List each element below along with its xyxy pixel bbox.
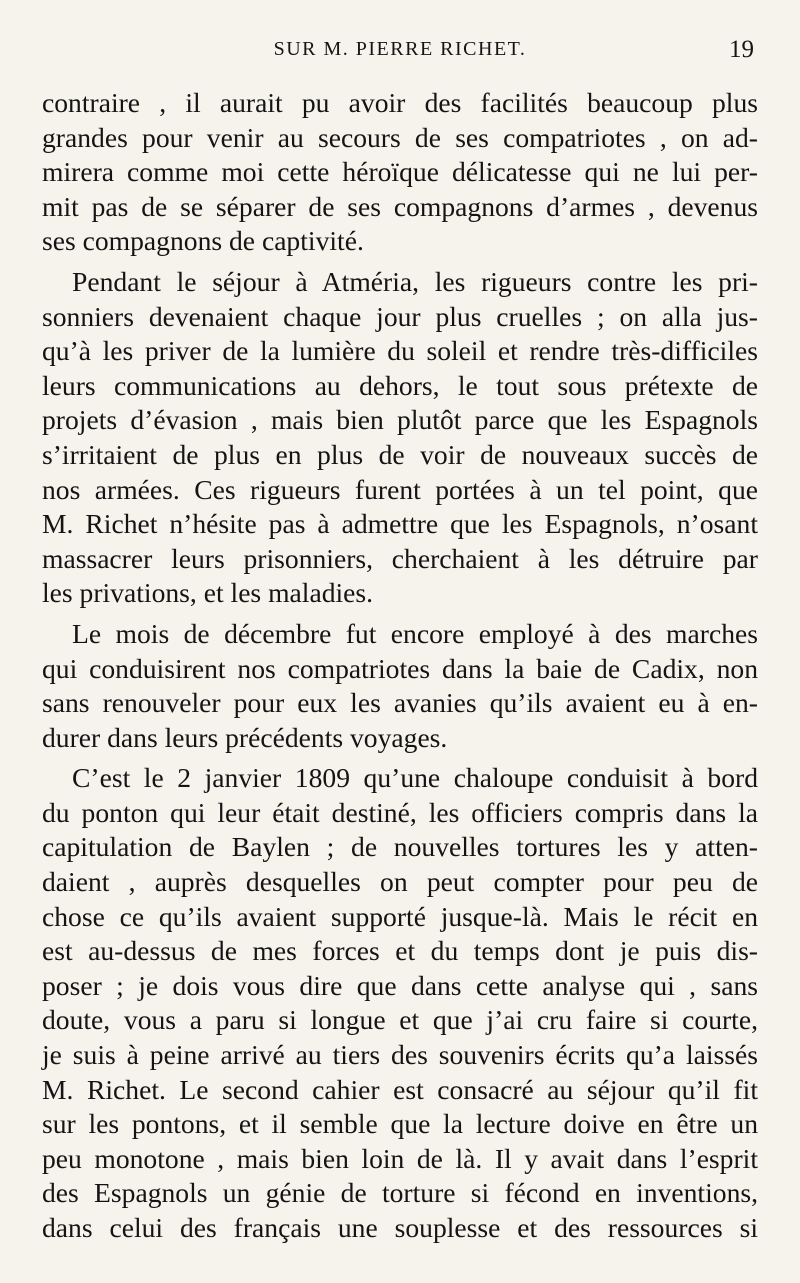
text-line: du ponton qui leur était destiné, les officiers compris dans la — [42, 796, 758, 828]
text-line: sonniers devenaient chaque jour plus cruelles ; on alla jus- — [42, 300, 758, 332]
text-line: projets d’évasion , mais bien plutôt parce que les Espagnols — [42, 404, 758, 436]
text-line: chose ce qu’ils avaient supporté jusque-là. Mais le récit en — [42, 900, 758, 932]
text-line: sur les pontons, et il semble que la lecture doive en être un — [42, 1108, 758, 1140]
running-title: SUR M. PIERRE RICHET. — [273, 38, 527, 60]
text-line: dans celui des français une souplesse et des ressources si — [42, 1212, 758, 1243]
text-line: massacrer leurs prisonniers, cherchaient à les détruire par — [42, 542, 758, 574]
text-line: M. Richet. Le second cahier est consacré au séjour qu’il fit — [42, 1073, 758, 1105]
text-line: ses compagnons de captivité. — [42, 225, 364, 257]
text-line: nos armées. Ces rigueurs furent portées à un tel point, que — [42, 473, 758, 505]
text-line: grandes pour venir au secours de ses compatriotes , on ad- — [42, 121, 758, 153]
text-line: capitulation de Baylen ; de nouvelles tortures les y atten- — [42, 831, 758, 863]
text-line: poser ; je dois vous dire que dans cette analyse qui , sans — [42, 969, 758, 1001]
text-line: peu monotone , mais bien loin de là. Il y avait dans l’esprit — [42, 1142, 758, 1174]
text-line: M. Richet n’hésite pas à admettre que les Espagnols, n’osant — [42, 508, 758, 540]
text-line: daient , auprès desquelles on peut compter pour peu de — [42, 866, 758, 898]
text-line: des Espagnols un génie de torture si fécond en inventions, — [42, 1177, 758, 1209]
text-line: sans renouveler pour eux les avanies qu’ils avaient eu à en- — [42, 687, 758, 719]
text-line: qui conduisirent nos compatriotes dans la baie de Cadix, non — [42, 652, 758, 684]
paragraph-2 — [42, 265, 758, 611]
text-line: s’irritaient de plus en plus de voir de nouveaux succès de — [42, 438, 758, 470]
body-text — [42, 86, 758, 1246]
text-line: les privations, et les maladies. — [42, 577, 374, 609]
text-line: durer dans leurs précédents voyages. — [42, 721, 448, 753]
text-line: C’est le 2 janvier 1809 qu’une chaloupe conduisit à bord — [72, 762, 758, 794]
text-line: est au-dessus de mes forces et du temps dont je puis dis- — [42, 935, 758, 967]
text-line: Le mois de décembre fut encore employé à des marches — [72, 617, 758, 649]
text-line: mit pas de se séparer de ses compagnons d’armes , devenus — [42, 190, 758, 222]
text-line: doute, vous a paru si longue et que j’ai cru faire si courte, — [42, 1004, 758, 1036]
paragraph-1 — [42, 86, 758, 259]
paragraph-3 — [42, 617, 758, 755]
page-number: 19 — [729, 36, 754, 63]
running-head — [42, 36, 758, 76]
text-line: leurs communications au dehors, le tout sous prétexte de — [42, 369, 758, 401]
text-line: contraire , il aurait pu avoir des facilités beaucoup plus — [42, 87, 758, 118]
text-line: je suis à peine arrivé au tiers des souvenirs écrits qu’a laissés — [42, 1039, 758, 1071]
paragraph-4 — [42, 761, 758, 1245]
text-line: mirera comme moi cette héroïque délicatesse qui ne lui per- — [42, 156, 758, 188]
text-line: Pendant le séjour à Atméria, les rigueurs contre les pri- — [72, 265, 758, 297]
text-line: qu’à les priver de la lumière du soleil et rendre très-difficiles — [42, 335, 758, 367]
